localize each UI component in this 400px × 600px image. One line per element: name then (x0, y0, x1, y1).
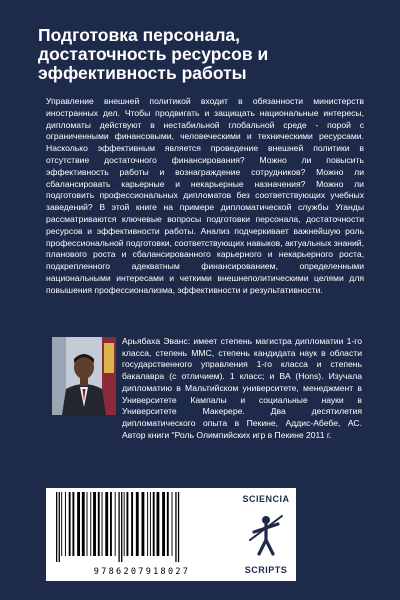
publisher-logo-top-word: SCIENCIA (242, 494, 290, 504)
title-line: достаточность ресурсов и (38, 44, 269, 64)
book-title (38, 26, 378, 83)
title-line: эффективность работы (38, 63, 247, 83)
isbn-barcode (46, 488, 238, 581)
publisher-logo (236, 488, 296, 581)
book-description: Управление внешней политикой входит в обязанности министерств иностранных дел. Чтобы продвигать и защищать национальные интересы, дипломаты действуют в нестабильной глобальной среде - порой с ограниченными финансовыми, человеческими и техническими ресурсами. Насколько эффективным является проведение внешней политики в отсутствие достаточного финансирования? Можно ли повысить эффективность работы и вознаграждение сотрудников? Можно ли сбалансировать карьерные и некарьерные назначения? Можно ли подготовить профессиональных дипломатов без соответствующих учебных заведений? В этой книге на примере дипломатической службы Уганды рассматриваются ключевые вопросы подготовки персонала, достаточности ресурсов и эффективности работы. Анализ подчеркивает важнейшую роль профессиональной подготовки, соответствующих навыков, актуальных знаний, планового роста и сбалансированного карьерного и некарьерного роста, подкрепленного адекватным финансированием, определенными национальными интересами и четкими внешнеполитическими целями для повышения профессионализма, эффективности и результативности. (46, 96, 364, 295)
publisher-logo-bottom-word: SCRIPTS (244, 565, 288, 575)
figure-with-staff-icon (246, 510, 286, 558)
author-photo (52, 337, 116, 415)
barcode-digits: 9786207918027 (93, 567, 191, 577)
author-bio: Арьябаха Эванс: имеет степень магистра дипломатии 1-го класса, степень MMC, степень кандидата наук в области государственного управления 1-го класса и степень бакалавра (с отличием). 1 класс; и BA (Hons). Изучала дипломатию в Мальтийском университете, менеджмент в Университете Кампалы и социальные науки в Университете Макерере. Два десятилетия дипломатического опыта в Пекине, Аддис-Абебе, АС. Автор книги "Роль Олимпийских игр в Пекине 2011 г. (122, 336, 362, 440)
title-line: Подготовка персонала, (38, 25, 241, 45)
barcode-bars (54, 492, 230, 562)
